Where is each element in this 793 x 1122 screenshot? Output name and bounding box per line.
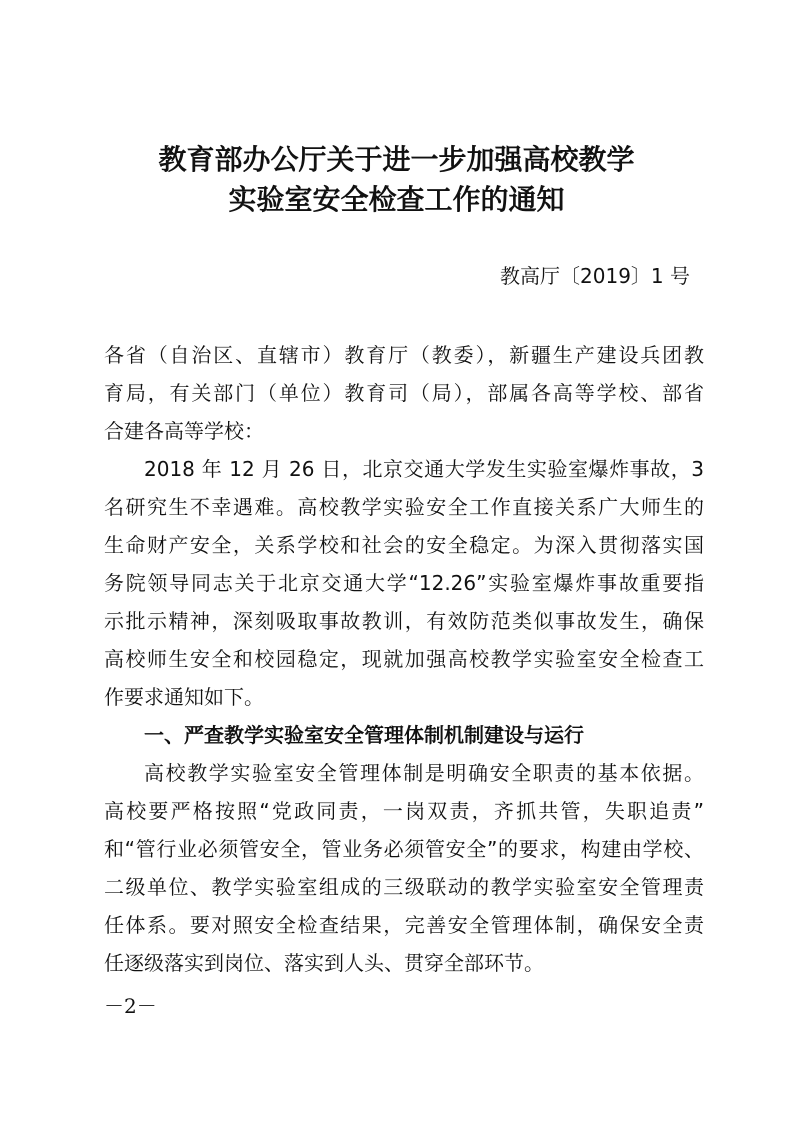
text-line: 二级单位、教学实验室组成的三级联动的教学实验室安全管理责 [104,875,704,899]
text-line: 示批示精神，深刻吸取事故教训，有效防范类似事故发生，确保 [104,609,704,633]
title-line: 教育部办公厅关于进一步加强高校教学 [158,143,635,176]
text-line: 各省（自治区、直辖市）教育厅（教委），新疆生产建设兵团教 [104,343,704,367]
text-line: 和“管行业必须管安全，管业务必须管安全”的要求，构建由学校、 [104,837,704,861]
text-line: 名研究生不幸遇难。高校教学实验安全工作直接关系广大师生的 [104,495,704,519]
text-line: 高校教学实验室安全管理体制是明确安全职责的基本依据。 [144,761,704,785]
text-line: 任逐级落实到岗位、落实到人头、贯穿全部环节。 [104,951,544,975]
text-line: 2018 年 12 月 26 日，北京交通大学发生实验室爆炸事故，3 [144,457,704,481]
section1-paragraph [104,754,704,982]
text-line: 高校师生安全和校园稳定，现就加强高校教学实验室安全检查工 [104,647,704,671]
text-line: 作要求通知如下。 [104,685,264,709]
document-body [104,336,704,982]
intro-paragraph [104,450,704,716]
text-line: 任体系。要对照安全检查结果，完善安全管理体制，确保安全责 [104,913,704,937]
document-number: 教高厅〔2019〕1 号 [500,264,690,288]
text-line: 合建各高等学校： [104,419,264,443]
text-line: 生命财产安全，关系学校和社会的安全稳定。为深入贯彻落实国 [104,533,704,557]
text-line: 高校要严格按照“党政同责，一岗双责，齐抓共管，失职追责” [104,799,704,823]
text-line: 育局，有关部门（单位）教育司（局），部属各高等学校、部省 [104,381,704,405]
page-number: －2－ [104,994,157,1018]
text-line: 务院领导同志关于北京交通大学“12.26”实验室爆炸事故重要指 [104,571,704,595]
recipients-paragraph [104,336,704,450]
document-title [100,140,693,220]
section-heading: 一、严查教学实验室安全管理体制机制建设与运行 [144,723,584,747]
title-line: 实验室安全检查工作的通知 [228,183,565,216]
